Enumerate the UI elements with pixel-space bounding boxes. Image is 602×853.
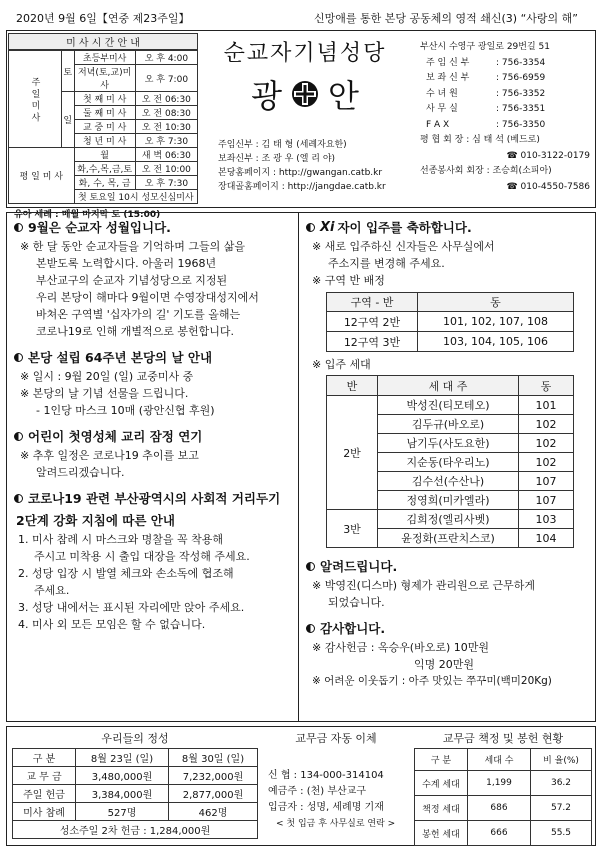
- section-heading: [306, 557, 590, 575]
- phone-value: : 756-3354: [496, 57, 546, 68]
- section-title: 어린이 첫영성체 교리 잠정 연기: [28, 429, 203, 444]
- text-line: ※ 한 달 동안 순교자들을 기억하며 그들의 삶을: [20, 240, 245, 253]
- table-cell: 462명: [169, 803, 258, 821]
- table-cell: 1,199: [468, 771, 531, 796]
- table-header: 동: [519, 376, 574, 396]
- left-column: [14, 218, 296, 633]
- section-heading: [14, 348, 296, 366]
- table-cell: 김수선(수산나): [378, 472, 519, 491]
- tithe-status-panel: [414, 730, 592, 846]
- phone-label: 주 임 신 부: [426, 57, 470, 68]
- table-header: 구 분: [415, 749, 468, 771]
- contact-note: < 첫 입금 후 사무실로 연락 >: [276, 819, 396, 829]
- section-heading: [14, 218, 296, 236]
- table-header: 동: [418, 293, 574, 312]
- table-cell: 수계 세대: [415, 771, 468, 796]
- mass-name: 둘 째 미 사: [74, 106, 135, 120]
- mass-name: 저녁(토,교)미사: [74, 65, 135, 92]
- weekday-mass-label: 평 일 미 사: [9, 148, 75, 204]
- table-row: [13, 803, 258, 821]
- text-line: 익명 20만원: [414, 658, 474, 671]
- table-cell: 107: [519, 472, 574, 491]
- section-title: 본당 설립 64주년 본당의 날 안내: [28, 350, 213, 365]
- assignment-table: [326, 292, 574, 352]
- table-cell: 107: [519, 491, 574, 510]
- table-cell: 101, 102, 107, 108: [418, 312, 574, 332]
- table-row: [327, 510, 574, 529]
- table-row: [327, 312, 574, 332]
- table-cell: 36.2: [531, 771, 592, 796]
- table-header: 8월 23일 (일): [76, 749, 169, 767]
- council-phone: ☎ 010-4550-7586: [506, 181, 590, 192]
- table-row: [13, 785, 258, 803]
- table-cell: 7,232,000원: [169, 767, 258, 785]
- mass-time: 오 후 7:30: [135, 134, 197, 148]
- table-cell: 지순동(타우리노): [378, 453, 519, 472]
- assistant-pastor: 보좌신부 : 조 광 우 (엘 리 야): [218, 154, 336, 164]
- phone-value: : 756-3352: [496, 88, 546, 99]
- contact-info: [420, 40, 590, 195]
- phone-label: F A X: [426, 119, 450, 130]
- table-cell: 3,384,000원: [76, 785, 169, 803]
- table-header: 반: [327, 376, 378, 396]
- transfer-title: 교무금 자동 이체: [295, 732, 377, 745]
- phone-label: 사 무 실: [426, 104, 458, 114]
- table-cell: 봉헌 세대: [415, 821, 468, 846]
- mass-time: 오 후 7:30: [135, 176, 197, 190]
- section-title-cont: 2단계 강화 지침에 따른 안내: [16, 513, 175, 528]
- mass-name: 청 년 미 사: [74, 134, 135, 148]
- text-line: 주세요.: [34, 584, 70, 597]
- mass-time: 오 전 08:30: [135, 106, 197, 120]
- table-cell: 김두규(바오로): [378, 415, 519, 434]
- table-cell: 책정 세대: [415, 796, 468, 821]
- table-row: [415, 771, 592, 796]
- mass-time: 오 후 7:00: [135, 65, 197, 92]
- text-line: ※ 구역 반 배정: [312, 274, 385, 287]
- address: 부산시 수영구 광일로 29번길 51: [420, 42, 550, 52]
- table-cell: 남기두(사도요한): [378, 434, 519, 453]
- group-label: 3반: [327, 510, 378, 548]
- table-header: 세대 수: [468, 749, 531, 771]
- section-heading: [306, 218, 590, 236]
- bank-account: 신 협 : 134-000-314104: [268, 770, 384, 781]
- section-title: 알려드립니다.: [320, 559, 398, 574]
- table-cell: 2,877,000원: [169, 785, 258, 803]
- text-line: 되었습니다.: [328, 596, 385, 609]
- table-cell: 103: [519, 510, 574, 529]
- council-president: 평 협 회 장 : 심 태 석 (베드로): [420, 135, 540, 145]
- table-header: 비 율(%): [531, 749, 592, 771]
- text-line: 3. 성당 내에서는 표시된 자리에만 앉아 주세요.: [18, 601, 245, 614]
- bullet-icon: [14, 353, 23, 362]
- table-cell: 101: [519, 396, 574, 415]
- first-saturday-mass: 첫 토요일 10시 성모신심미사: [74, 190, 197, 204]
- text-line: 4. 미사 외 모든 모임은 할 수 없습니다.: [18, 618, 206, 631]
- mass-time: 오 전 10:00: [135, 162, 197, 176]
- infant-baptism-note: 유아 세례 : 매월 마지막 토 (15:00): [14, 210, 161, 220]
- mass-time: 오 전 06:30: [135, 92, 197, 106]
- table-row: [327, 332, 574, 352]
- section-title: 감사합니다.: [320, 621, 386, 636]
- text-line: 코로나19로 인해 개별적으로 봉헌합니다.: [36, 325, 234, 338]
- section-heading: [14, 489, 296, 507]
- section-heading: [14, 427, 296, 445]
- table-cell: 527명: [76, 803, 169, 821]
- table-row: [415, 796, 592, 821]
- vocation-collection-note: 성소주일 2차 헌금 : 1,284,000원: [13, 821, 258, 839]
- table-cell: 12구역 2반: [327, 312, 418, 332]
- table-cell: 57.2: [531, 796, 592, 821]
- bullet-icon: [306, 624, 315, 633]
- table-cell: 103, 104, 105, 106: [418, 332, 574, 352]
- table-cell: 102: [519, 434, 574, 453]
- table-cell: 102: [519, 453, 574, 472]
- table-cell: 104: [519, 529, 574, 548]
- text-line: 주시고 미착용 시 출입 대장을 작성해 주세요.: [34, 550, 250, 563]
- issue-date: 2020년 9월 6일【연중 제23주일】: [16, 12, 190, 25]
- parish-theme: 신망애를 통한 본당 공동체의 영적 쇄신(3) “사랑의 해”: [314, 12, 578, 25]
- text-line: 바쳐온 구역별 '십자가의 길' 기도를 올해는: [36, 308, 241, 321]
- mass-name: 화,수,목,금,토: [74, 162, 135, 176]
- sunday-mass-label: 주 일 미 사: [9, 51, 62, 148]
- group-label: 2반: [327, 396, 378, 510]
- table-cell: 102: [519, 415, 574, 434]
- parish-name-right: 안: [328, 77, 359, 115]
- bullet-icon: [306, 562, 315, 571]
- auto-transfer-panel: [262, 730, 410, 832]
- mass-name: 화, 수, 목, 금: [74, 176, 135, 190]
- text-line: 부산교구의 순교자 기념성당으로 지정된: [36, 274, 228, 287]
- offering-title: 우리들의 정성: [101, 732, 169, 745]
- households-table: [326, 375, 574, 548]
- table-cell: 주일 헌금: [13, 785, 76, 803]
- table-cell: 윤정화(프란치스코): [378, 529, 519, 548]
- mass-name: 월: [74, 148, 135, 162]
- funeral-council-head: 선종봉사회 회장 : 조승희(소피아): [420, 166, 552, 176]
- section-title: 9월은 순교자 성월입니다.: [28, 220, 171, 235]
- table-header: 8월 30일 (일): [169, 749, 258, 767]
- phone-label: 보 좌 신 부: [426, 73, 470, 83]
- mass-name: 교 중 미 사: [74, 120, 135, 134]
- mass-name: 첫 째 미 사: [74, 92, 135, 106]
- phone-value: : 756-3350: [496, 119, 546, 130]
- text-line: 2. 성당 입장 시 발열 체크와 손소독에 협조해: [18, 567, 234, 580]
- text-line: ※ 추후 일정은 코로나19 추이를 보고: [20, 449, 199, 462]
- section-title: 코로나19 관련 부산광역시의 사회적 거리두기: [28, 491, 281, 506]
- depositor-note: 입금자 : 성명, 세례명 기재: [268, 802, 384, 813]
- text-line: 본받도록 노력합시다. 아울러 1968년: [36, 257, 217, 270]
- homepage-link[interactable]: 본당홈페이지 : http://gwangan.catb.kr: [218, 168, 383, 178]
- pastor: 주임신부 : 김 태 형 (세례자요한): [218, 140, 347, 150]
- text-line: ※ 감사헌금 : 옥승우(바오로) 10만원: [312, 641, 490, 654]
- table-cell: 686: [468, 796, 531, 821]
- bullet-icon: [306, 223, 315, 232]
- text-line: ※ 새로 입주하신 신자들은 사무실에서: [312, 240, 495, 253]
- text-line: ※ 입주 세대: [312, 358, 371, 371]
- church-name: 순교자기념성당: [223, 41, 387, 66]
- account-holder: 예금주 : (천) 부산교구: [268, 786, 366, 797]
- section-heading: [306, 619, 590, 637]
- section-title: 자이 입주를 축하합니다.: [337, 220, 472, 235]
- text-line: ※ 본당의 날 기념 선물을 드립니다.: [20, 387, 189, 400]
- table-cell: 12구역 3반: [327, 332, 418, 352]
- phone-label: 수 녀 원: [426, 88, 458, 99]
- bullet-icon: [14, 223, 23, 232]
- bullet-icon: [14, 432, 23, 441]
- table-row: [327, 396, 574, 415]
- bullet-icon: [14, 494, 23, 503]
- sunday-label: 일: [62, 92, 75, 148]
- jangdae-link[interactable]: 장대골홈페이지 : http://jangdae.catb.kr: [218, 182, 386, 192]
- text-line: - 1인당 마스크 10매 (광안신협 후원): [36, 404, 215, 417]
- table-cell: 666: [468, 821, 531, 846]
- mass-time: 새 벽 06:30: [135, 148, 197, 162]
- table-cell: 정영희(미카엘라): [378, 491, 519, 510]
- president-phone: ☎ 010-3122-0179: [506, 150, 590, 161]
- table-row: [13, 767, 258, 785]
- saturday-label: 토: [62, 51, 75, 92]
- table-cell: 55.5: [531, 821, 592, 846]
- mass-name: 초등부미사: [74, 51, 135, 65]
- cross-logo-icon: [290, 79, 320, 109]
- offering-table: [12, 748, 258, 839]
- text-line: ※ 일시 : 9월 20일 (일) 교중미사 중: [20, 370, 194, 383]
- mass-schedule: [8, 33, 198, 220]
- mass-time: 오 후 4:00: [135, 51, 197, 65]
- table-header: 구역 - 반: [327, 293, 418, 312]
- offering-panel: [12, 730, 258, 839]
- table-header: 세 대 주: [378, 376, 519, 396]
- mass-schedule-title: 미 사 시 간 안 내: [9, 34, 198, 50]
- text-line: 주소지를 변경해 주세요.: [328, 257, 445, 270]
- table-cell: 김희정(엘리사벳): [378, 510, 519, 529]
- status-table: [414, 748, 592, 846]
- text-line: ※ 박영진(디스마) 형제가 관리원으로 근무하게: [312, 579, 536, 592]
- table-row: [415, 821, 592, 846]
- table-cell: 교 무 금: [13, 767, 76, 785]
- text-line: 우리 본당이 해마다 9월이면 수영장대성지에서: [36, 291, 259, 304]
- text-line: ※ 어려운 이웃돕기 : 아주 맛있는 쭈꾸미(백미20Kg): [312, 675, 552, 687]
- phone-value: : 756-3351: [496, 104, 546, 114]
- table-header: 구 분: [13, 749, 76, 767]
- text-line: 알려드리겠습니다.: [36, 466, 125, 479]
- table-cell: 3,480,000원: [76, 767, 169, 785]
- table-cell: 미사 참례: [13, 803, 76, 821]
- status-title: 교무금 책정 및 봉헌 현황: [442, 732, 564, 745]
- phone-value: : 756-6959: [496, 73, 546, 83]
- parish-name-left: 광: [251, 77, 282, 115]
- text-line: 1. 미사 참례 시 마스크와 명찰을 꼭 착용해: [18, 533, 223, 546]
- clergy-info: [218, 138, 386, 194]
- column-divider: [298, 212, 299, 722]
- mass-time: 오 전 10:30: [135, 120, 197, 134]
- table-cell: 박성진(티모테오): [378, 396, 519, 415]
- xi-logo-icon: Xi: [320, 219, 335, 235]
- right-column: [306, 218, 590, 690]
- masthead-center: [200, 36, 410, 117]
